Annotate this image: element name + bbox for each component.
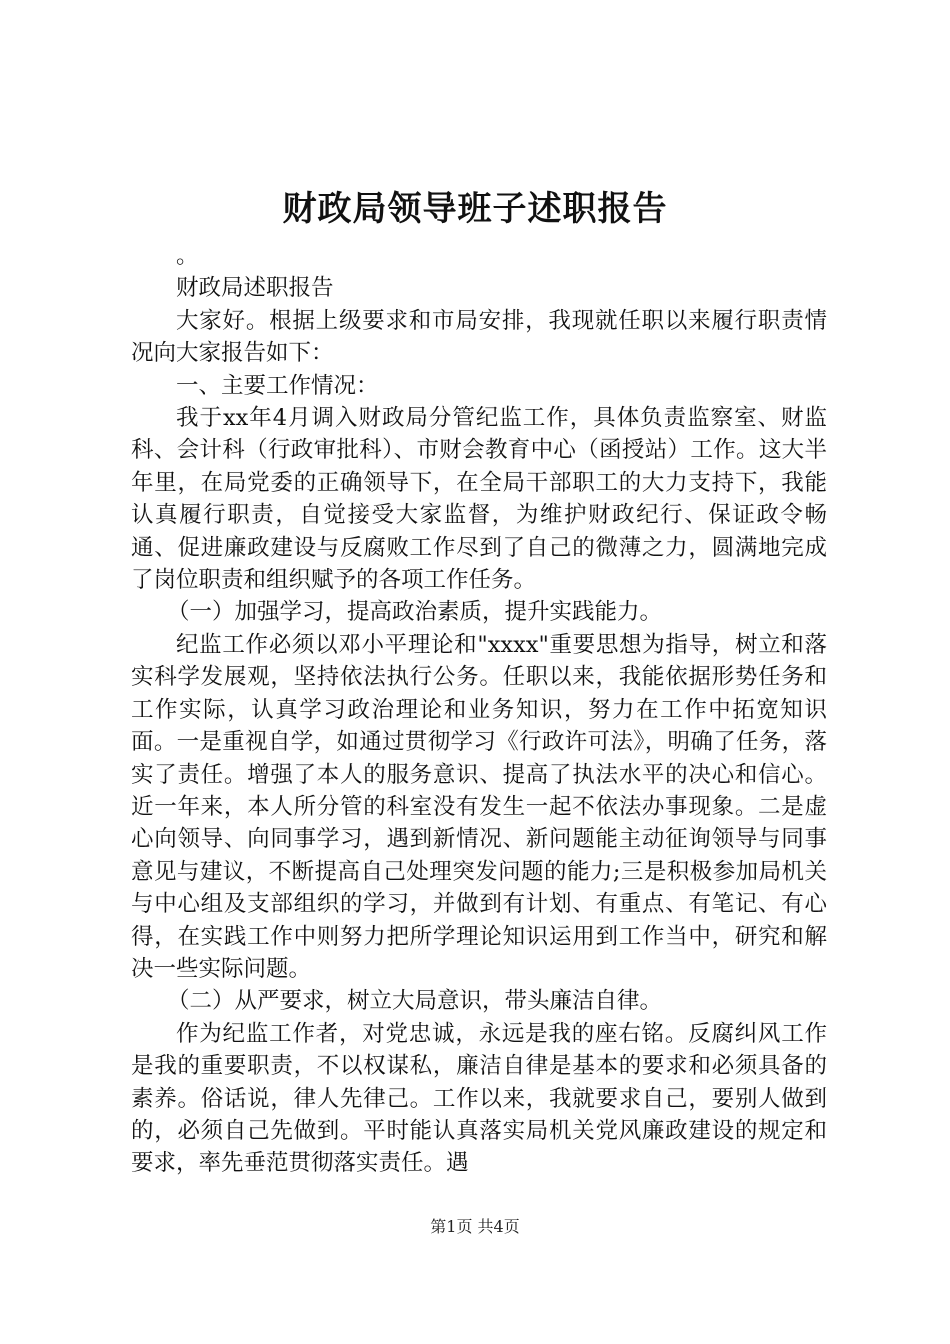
paragraph: 作为纪监工作者，对党忠诚，永远是我的座右铭。反腐纠风工作是我的重要职责，不以权谋私，廉洁自律是基本的要求和必须具备的素养。俗话说，律人先律己。工作以来，我就要求自己，要别人做到的，必须自己先做到。平时能认真落实局机关党风廉政建设的规定和要求，率先垂范贯彻落实责任。遇 <box>131 1020 827 1177</box>
document-body <box>131 240 827 1180</box>
subsection-heading: （一）加强学习，提高政治素质，提升实践能力。 <box>167 599 663 626</box>
section-heading: 一、主要工作情况： <box>176 372 379 399</box>
paragraph: 纪监工作必须以邓小平理论和"xxxx"重要思想为指导，树立和落实科学发展观，坚持依法执行公务。任职以来，我能依据形势任务和工作实际，认真学习政治理论和业务知识，努力在工作中拓宽知识面。一是重视自学，如通过贯彻学习《行政许可法》，明确了任务，落实了责任。增强了本人的服务意识、提高了执法水平的决心和信心。近一年来，本人所分管的科室没有发生一起不依法办事现象。二是虚心向领导、向同事学习，遇到新情况、新问题能主动征询领导与同事意见与建议，不断提高自己处理突发问题的能力;三是积极参加局机关与中心组及支部组织的学习，并做到有计划、有重点、有笔记、有心得，在实践工作中则努力把所学理论知识运用到工作当中，研究和解决一些实际问题。 <box>131 631 827 982</box>
paragraph: 我于xx年4月调入财政局分管纪监工作，具体负责监察室、财监科、会计科（行政审批科）、市财会教育中心（函授站）工作。这大半年里，在局党委的正确领导下，在全局干部职工的大力支持下，我能认真履行职责，自觉接受大家监督，为维护财政纪行、保证政令畅通、促进廉政建设与反腐败工作尽到了自己的微薄之力，圆满地完成了岗位职责和组织赋予的各项工作任务。 <box>131 405 827 594</box>
document-title: 财政局领导班子述职报告 <box>282 189 668 229</box>
page-number: 第1页 共4页 <box>430 1217 520 1236</box>
paragraph: 。 <box>176 243 199 269</box>
paragraph: 财政局述职报告 <box>176 275 334 302</box>
paragraph: 大家好。根据上级要求和市局安排，我现就任职以来履行职责情况向大家报告如下： <box>131 307 827 367</box>
subsection-heading: （二）从严要求，树立大局意识，带头廉洁自律。 <box>167 988 663 1015</box>
